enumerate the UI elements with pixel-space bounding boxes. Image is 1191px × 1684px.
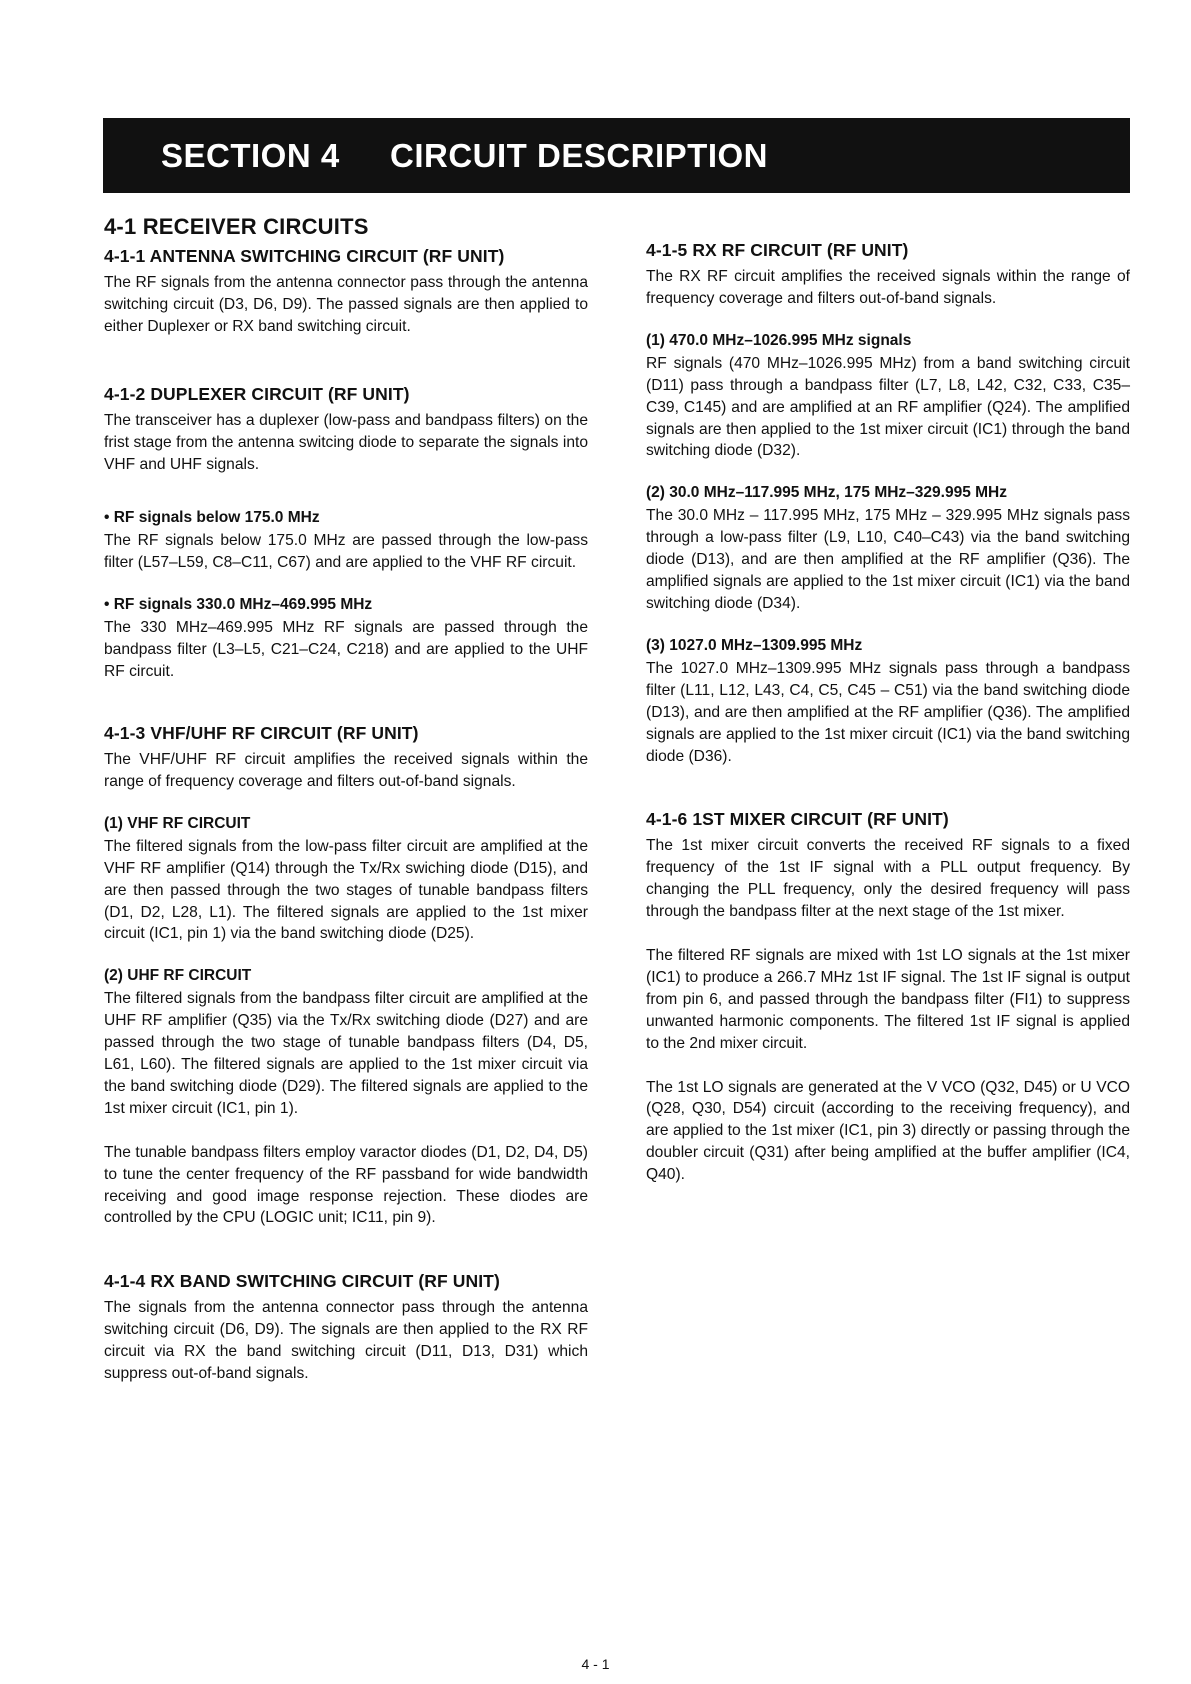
- heading-4-1-1: 4-1-1 ANTENNA SWITCHING CIRCUIT (RF UNIT): [104, 246, 505, 266]
- section-banner: [103, 118, 1130, 193]
- paragraph-4-1-6-b: The filtered RF signals are mixed with 1st LO signals at the 1st mixer (IC1) to produce a 266.7 MHz 1st IF signal. The 1st IF signal is output from pin 6, and passed through the bandpass filter (FI1) to suppress unwanted harmonic components. The filtered 1st IF signal is applied to the 2nd mixer circuit.: [646, 947, 1130, 1052]
- heading-470-1026: (1) 470.0 MHz–1026.995 MHz signals: [646, 331, 912, 349]
- paragraph-tunable-bandpass: The tunable bandpass filters employ varactor diodes (D1, D2, D4, D5) to tune the center frequency of the RF passband for wide bandwidth receiving and good image response rejection. These diodes are controlled by the CPU (LOGIC unit; IC11, pin 9).: [104, 1143, 588, 1227]
- paragraph-30-117: The 30.0 MHz – 117.995 MHz, 175 MHz – 329.995 MHz signals pass through a low-pass filter (L9, L10, C40–C43) via the band switching diode (D13), and are then amplified at the RF amplifier (Q36). The amplified signals are applied to the 1st mixer circuit (IC1) via the band switching diode (D34).: [646, 507, 1130, 612]
- paragraph-4-1-4: The signals from the antenna connector pass through the antenna switching circuit (D6, D9). The signals are then applied to the RX RF circuit via RX the band switching circuit (D11, D13, D31) which suppress out-of-band signals.: [104, 1299, 588, 1383]
- heading-1027-1309: (3) 1027.0 MHz–1309.995 MHz: [646, 636, 863, 654]
- paragraph-470-1026: RF signals (470 MHz–1026.995 MHz) from a band switching circuit (D11) pass through a bandpass filter (L7, L8, L42, C32, C33, C35–C39, C145) and are amplified at an RF amplifier (Q24). The amplified signals are then applied to the 1st mixer circuit (IC1) through the band switching diode (D32).: [646, 354, 1130, 460]
- paragraph-uhf-rf-circuit: The filtered signals from the bandpass filter circuit are amplified at the UHF RF amplifier (Q35) via the Tx/Rx switching diode (D27) and are passed through the two stage of tunable bandpass filters (D4, D5, L61, L60). The filtered signals are applied to the 1st mixer circuit via the band switching diode (D29). The filtered signals are applied to the 1st mixer circuit (IC1, pin 1).: [104, 990, 588, 1117]
- heading-30-117: (2) 30.0 MHz–117.995 MHz, 175 MHz–329.995 MHz: [646, 484, 1007, 502]
- heading-4-1-6: 4-1-6 1ST MIXER CIRCUIT (RF UNIT): [646, 809, 949, 830]
- main-heading: 4-1 RECEIVER CIRCUITS: [104, 214, 369, 239]
- paragraph-4-1-3: The VHF/UHF RF circuit amplifies the received signals within the range of frequency coverage and filters out-of-band signals.: [104, 750, 588, 790]
- heading-4-1-2: 4-1-2 DUPLEXER CIRCUIT (RF UNIT): [104, 383, 410, 404]
- paragraph-1027-1309: The 1027.0 MHz–1309.995 MHz signals pass through a bandpass filter (L11, L12, L43, C4, C5, C45 – C51) via the band switching diode (D13), and are then amplified at the RF amplifier (Q36). The amplified signals are applied to the 1st mixer circuit (IC1) via the band switching diode (D36).: [646, 659, 1130, 765]
- paragraph-vhf-rf-circuit: The filtered signals from the low-pass filter circuit are amplified at the VHF RF amplifier (Q14) through the Tx/Rx swiching diode (D15), and are then passed through the two stages of tunable bandpass filters (D1, D2, L28, L1). The filtered signals are applied to the 1st mixer circuit (IC1, pin 1) via the band switching diode (D25).: [104, 837, 588, 943]
- heading-uhf-rf-circuit: (2) UHF RF CIRCUIT: [104, 967, 252, 985]
- right-column: [646, 240, 1130, 1186]
- paragraph-4-1-6-a: The 1st mixer circuit converts the received RF signals to a fixed frequency of the 1st IF signal with a PLL output frequency. By changing the PLL frequency, only the desired frequency will pass through the bandpass filter at the next stage of the 1st mixer.: [646, 837, 1130, 921]
- heading-4-1-4: 4-1-4 RX BAND SWITCHING CIRCUIT (RF UNIT): [104, 1271, 500, 1292]
- heading-4-1-3: 4-1-3 VHF/UHF RF CIRCUIT (RF UNIT): [104, 722, 419, 743]
- bullet-heading-below-175: • RF signals below 175.0 MHz: [104, 509, 320, 527]
- paragraph-below-175: The RF signals below 175.0 MHz are passed through the low-pass filter (L57–L59, C8–C11, C67) and are applied to the VHF RF circuit.: [104, 532, 588, 572]
- paragraph-4-1-6-c: The 1st LO signals are generated at the V VCO (Q32, D45) or U VCO (Q28, Q30, D54) circuit (according to the receiving frequency), and are applied to the 1st mixer (IC1, pin 3) directly or passing through the doubler circuit (Q31) after being amplified at the buffer amplifier (IC4, Q40).: [646, 1078, 1130, 1184]
- paragraph-4-1-5: The RX RF circuit amplifies the received signals within the range of frequency coverage and filters out-of-band signals.: [646, 268, 1130, 307]
- heading-vhf-rf-circuit: (1) VHF RF CIRCUIT: [104, 814, 251, 832]
- paragraph-4-1-1: The RF signals from the antenna connector pass through the antenna switching circuit (D3, D6, D9). The passed signals are then applied to either Duplexer or RX band switching circuit.: [104, 274, 588, 335]
- left-column: [104, 214, 588, 1385]
- paragraph-4-1-2: The transceiver has a duplexer (low-pass and bandpass filters) on the frist stage from the antenna switcing diode to separate the signals into VHF and UHF signals.: [104, 411, 588, 473]
- bullet-heading-330-469: • RF signals 330.0 MHz–469.995 MHz: [104, 596, 373, 614]
- page-number: 4 - 1: [581, 1656, 610, 1672]
- heading-4-1-5: 4-1-5 RX RF CIRCUIT (RF UNIT): [646, 240, 909, 260]
- section-number: SECTION 4: [161, 137, 340, 174]
- paragraph-330-469: The 330 MHz–469.995 MHz RF signals are passed through the bandpass filter (L3–L5, C21–C24, C218) and are applied to the UHF RF circuit.: [104, 619, 588, 681]
- section-title: CIRCUIT DESCRIPTION: [390, 137, 769, 174]
